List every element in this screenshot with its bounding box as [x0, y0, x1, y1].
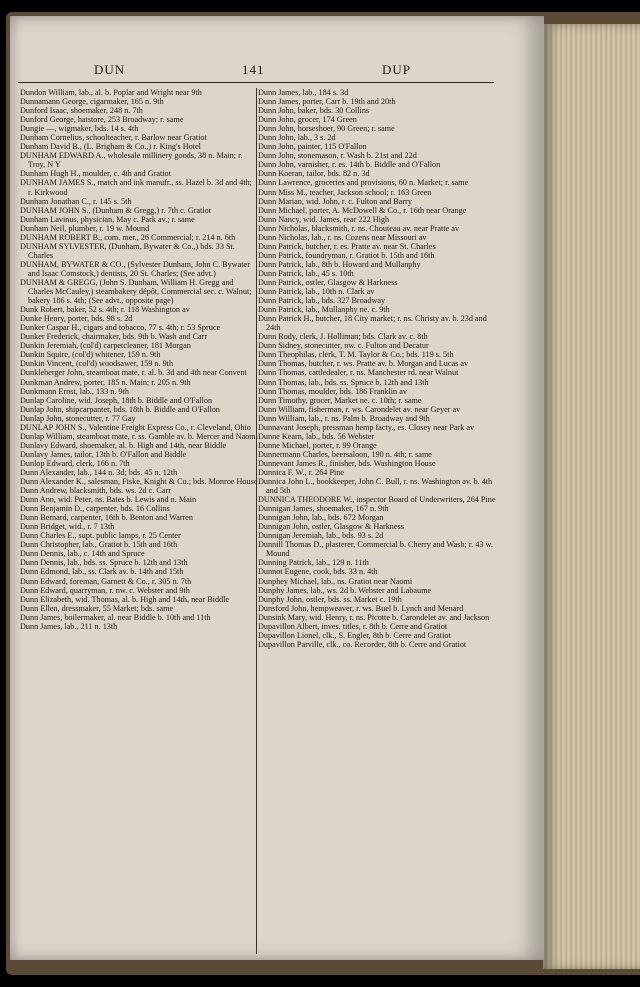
directory-entry: Dunn Alexander, lab., 144 n. 3d; bds. 45 n. 12th	[20, 467, 178, 477]
directory-entry: Dunkleberger John, steamboat mate, r. al. b. 3d and 4th near Convent	[20, 368, 247, 378]
directory-entry: Dunn Patrick, ostler, Glasgow & Harkness	[258, 277, 398, 287]
directory-entry: Dunn James, boilermaker, al. near Biddle b. 10th and 11th	[20, 612, 211, 622]
directory-entry: Dunn Patrick, foundryman, r. Gratiot b. 15th and 16th	[258, 250, 435, 260]
directory-entry: Dunn Bernard, carpenter, 16th b. Benton and Warren	[20, 513, 194, 523]
directory-entry: Dunlavy Edward, shoemaker, al. b. High and 14th, near Biddle	[20, 440, 227, 450]
directory-entry: Dunn Patrick, lab., bds. 327 Broadway	[258, 296, 386, 306]
directory-entry: Dunn Thomas, butcher, r. ws. Pratte av. b. Morgan and Lucas av	[258, 359, 469, 369]
directory-entry: Dunham Lavinus, physician, May c. Park av.; r. same	[20, 214, 195, 224]
directory-entry: Dunn Patrick, lab., Mullanphy ne. c. 9th	[258, 305, 390, 315]
directory-entry: Dunn John, grocer, 174 Green	[258, 115, 357, 125]
directory-entry: Dunn John, varnisher, r. es. 14th b. Biddle and O'Fallon	[258, 160, 441, 170]
directory-entry: Dunn Timothy, grocer, Market ne. c. 10th; r. same	[258, 395, 422, 405]
directory-entry: Dunn Nicholas, blacksmith, r. ns. Chouteau av. near Pratte av	[258, 223, 459, 233]
directory-entry: Dunn Patrick, butcher, r. es. Pratte av. near St. Charles	[258, 241, 436, 251]
left-column	[20, 88, 258, 631]
column-divider	[256, 88, 257, 954]
directory-entry: Dunn Koeran, tailor, bds. 82 n. 3d	[258, 169, 370, 179]
directory-entry: Dunn Edward, foreman, Garnett & Co., r. 305 n. 7th	[20, 576, 192, 586]
directory-entry: Dunn Nancy, wid. James, rear 222 High	[258, 214, 390, 224]
directory-entry: DUNHAM SYLVESTER, (Dunham, Bywater & Co.,) bds. 33 St. Charles	[20, 241, 235, 260]
directory-entry: Dunsford John, hempweaver, r. ws. Buel b. Lynch and Menard	[258, 603, 464, 613]
header-left-guide: DUN	[94, 62, 126, 77]
directory-entry: Dunn William, fisherman, r. ws. Carondelet av. near Geyer av	[258, 404, 461, 414]
directory-entry: Dunnigan Jeremiah, lab., bds. 93 s. 2d	[258, 531, 384, 541]
directory-entry: Dunn Edmond, lab., ss. Clark av. b. 14th and 15th	[20, 567, 184, 577]
directory-entry: Dunkin Vincent, (col'd) woodsawer, 159 n. 9th	[20, 359, 174, 369]
right-column	[258, 88, 496, 649]
directory-entry: Dunnigan James, shoemaker, 167 n. 9th	[258, 504, 389, 514]
directory-entry: Dunn Andrew, blacksmith, bds. ws. 2d c. Carr	[20, 486, 171, 496]
directory-entry: Dunn Edward, quarryman, r. nw. c. Webster and 9th	[20, 585, 190, 595]
directory-entry: Dunning Patrick, lab., 129 n. 11th	[258, 558, 369, 568]
directory-entry: Dunn Patrick, lab., 10th n. Clark av	[258, 287, 375, 297]
directory-entry: Dunn Patrick, lab., 45 s. 10th	[258, 268, 354, 278]
directory-entry: DUNHAM & GREGG, (John S. Dunham, William H. Gregg and Charles McCauley,) steambakery dépôt, Commercial sec. c. Walnut; bakery 186 s. 4th; (See advt., opposite page)	[20, 277, 252, 306]
directory-entry: Dunphy John, ostler, bds. ss. Market c. 19th	[258, 594, 402, 604]
header-right-guide: DUP	[382, 62, 412, 77]
directory-entry: Dungie —, wigmaker, bds. 14 s. 4th	[20, 124, 139, 134]
directory-entry: Dunford Isaac, shoemaker, 248 n. 7th	[20, 106, 143, 116]
directory-entry: Dunkman Andrew, porter, 185 n. Main; r. 205 n. 9th	[20, 377, 191, 387]
header-rule	[18, 82, 494, 83]
directory-entry: Dunn Alexander K., salesman, Fiske, Knight & Co.; bds. Monroe House	[20, 477, 258, 487]
directory-entry: Dupavillon Parville, clk., co. Recorder, 8th b. Cerre and Gratiot	[258, 639, 467, 649]
directory-entry: Dunne Kearn, lab., bds. 56 Webster	[258, 431, 375, 441]
directory-entry: Dunn John, stonemason, r. Wash b. 21st and 22d	[258, 151, 417, 161]
directory-entry: Dunk Robert, baker, 52 s. 4th; r. 118 Washington av	[20, 305, 190, 315]
directory-entry: Dunn Ann, wid. Peter, ns. Bates b. Lewis and n. Main	[20, 495, 197, 505]
directory-entry: Dunn John, lab., 3 s. 2d	[258, 133, 336, 143]
directory-entry: Dunn William, lab., r. ns. Palm b. Broadway and 9th	[258, 413, 430, 423]
directory-entry: Dunlap Caroline, wid. Joseph, 18th b. Biddle and O'Fallon	[20, 395, 213, 405]
directory-entry: Dunham Jonathan C., r. 145 s. 5th	[20, 196, 132, 206]
directory-entry: Dunkmann Ernst, lab., 133 n. 9th	[20, 386, 129, 396]
directory-entry: Dundon William, lab., al. b. Poplar and Wright near 9th	[20, 88, 202, 97]
directory-entry: DUNHAM JAMES S., match and ink manufr., ss. Hazel b. 3d and 4th; r. Kirkwood	[20, 178, 252, 197]
directory-entry: Dunlap John, shipcarpanter, bds. 18th b. Biddle and O'Fallon	[20, 404, 220, 414]
directory-entry: Dunn Theophilas, clerk, T. M. Taylor & Co.; bds. 119 s. 5th	[258, 350, 454, 360]
directory-entry: Dunn Dennis, lab., c. 14th and Spruce	[20, 549, 145, 559]
directory-entry: Dunn Charles E., supt. public lamps, r. 25 Center	[20, 531, 181, 541]
directory-entry: Dunn Marian, wid. John, r. c. Fulton and Barry	[258, 196, 412, 206]
directory-entry: Dunne Michael, porter, r. 99 Orange	[258, 440, 377, 450]
page-edges	[543, 24, 640, 969]
directory-entry: Dunn Dennis, lab., bds. ss. Spruce b. 12th and 13th	[20, 558, 188, 568]
page-header	[10, 62, 544, 82]
directory-entry: Dunphy James, lab., ws. 2d b. Webster and Labaume	[258, 585, 432, 595]
directory-entry: Dunkin Squire, (col'd) whitener, 159 n. 9th	[20, 350, 161, 360]
directory-entry: Dunn Elizabeth, wid. Thomas, al. b. High and 14th, near Biddle	[20, 594, 230, 604]
directory-entry: Dunn Thomas, lab., bds. ss. Spruce b. 12th and 13th	[258, 377, 429, 387]
directory-entry: Dunham Neil, plumber, r. 19 w. Mound	[20, 223, 150, 233]
directory-entry: Dunn Sidney, stonecutter, nw. c. Fulton and Decatur	[258, 341, 429, 351]
directory-entry: DUNNICA THEODORE W., inspector Board of Underwriters, 264 Pine	[258, 495, 496, 505]
directory-entry: Dunnot Eugene, cook, bds. 33 n. 4th	[258, 567, 378, 577]
page-number: 141	[242, 62, 265, 77]
directory-entry: Dunlap John, stonecutter, r. 77 Gay	[20, 413, 136, 423]
directory-entry: Dunnica F. W., r. 264 Pine	[258, 467, 344, 477]
directory-entry: Dunnevant James R., finisher, bds. Washington House	[258, 458, 436, 468]
directory-entry: Dunn James, lab., 211 n. 13th	[20, 621, 118, 631]
directory-entry: Dunn Patrick, lab., 8th b. Howard and Mullanphy	[258, 259, 421, 269]
directory-entry: Dunn Thomas, moulder, bds. 186 Franklin av	[258, 386, 407, 396]
directory-entry: Dunnamann George, cigarmaker, 165 n. 9th	[20, 97, 164, 107]
directory-entry: Dunn Lawrence, groceries and provisions, 60 n. Market; r. same	[258, 178, 469, 188]
directory-entry: Dunlavy James, tailor, 13th b. O'Fallon and Biddle	[20, 449, 187, 459]
directory-entry: Dunnavant Joseph, pressman hemp facty., es. Closey near Park av	[258, 422, 475, 432]
directory-entry: DUNHAM JOHN S., (Dunham & Gregg,) r. 7th c. Gratiot	[20, 205, 212, 215]
directory-entry: Dunn Benjamin D., carpenter, bds. 16 Collins	[20, 504, 170, 514]
directory-entry: Dunker Frederick, chairmaker, bds. 9th b. Wash and Carr	[20, 332, 208, 342]
directory-entry: Dunsink Mary, wid. Henry, r. ns. Picotte b. Carondelet av. and Jackson	[258, 612, 490, 622]
directory-entry: Dunn Patrick H., butcher, 18 City market; r. ns. Christy av. b. 23d and 24th	[258, 314, 487, 333]
directory-entry: Dunham Hugh H., moulder, c. 4th and Gratiot	[20, 169, 171, 179]
directory-entry: Dunn Thomas, cattledealer, r. ns. Manchester rd. near Walnut	[258, 368, 459, 378]
directory-entry: Dunnigan John, ostler, Glasgow & Harkness	[258, 522, 404, 532]
directory-entry: DUNHAM ROBERT B., com. mer., 26 Commercial; r. 214 n. 6th	[20, 232, 236, 242]
directory-entry: Dunnica John L., bookkeeper, John C. Bull, r. ns. Washington av. b. 4th and 5th	[258, 477, 493, 496]
directory-entry: Dunn James, lab., 184 s. 3d	[258, 88, 349, 97]
directory-entry: Dunn John, painter, 115 O'Fallon	[258, 142, 367, 152]
directory-entry: Dunn Ellen, dressmaker, 55 Market; bds. same	[20, 603, 174, 613]
directory-entry: Dunphey Michael, lab., ns. Gratiot near Naomi	[258, 576, 413, 586]
directory-entry: Dunkin Jeremiah, (col'd) carpetcleaner, 181 Morgan	[20, 341, 191, 351]
directory-entry: Dunn Rody, clerk, J. Holliman; bds. Clark av. c. 8th	[258, 332, 428, 342]
directory-entry: Dunnill Thomas D., plasterer, Commercial b. Cherry and Wash; r. 43 w. Mound	[258, 540, 493, 559]
directory-entry: Dunn John, baker, bds. 30 Collins	[258, 106, 370, 116]
directory-entry: Dunn Bridget, wid., r. 7 13th	[20, 522, 115, 532]
directory-entry: Dunn John, horseshoer, 90 Green; r. same	[258, 124, 395, 134]
directory-entry: DUNLAP JOHN S., Valentine Freight Express Co., r. Cleveland, Ohio	[20, 422, 251, 432]
directory-entry: Dunn Miss M., teacher, Jackson school; r. 163 Green	[258, 187, 432, 197]
directory-entry: Dunlop Edward, clerk, 166 n. 7th	[20, 458, 130, 468]
directory-entry: Dunker Caspar H., cigars and tobacco, 77 s. 4th; r. 53 Spruce	[20, 323, 221, 333]
directory-entry: DUNHAM, BYWATER & CO., (Sylvester Dunham, John C. Bywater and Isaac Comstock,) dentists, 20 St. Charles; (See advt.)	[20, 259, 250, 278]
directory-entry: Dunlap William, steamboat mate, r. ss. Gamble av. b. Mercer and Naomi	[20, 431, 258, 441]
directory-entry: Dupavillon Lionel, clk., S. Engler, 8th b. Cerre and Gratiot	[258, 630, 451, 640]
directory-entry: Dunnermann Charles, beersaloon, 190 n. 4th; r. same	[258, 449, 432, 459]
directory-entry: Dunn Nicholas, lab., r. ns. Cozens near Missouri av	[258, 232, 427, 242]
directory-entry: Dunford George, hatstore, 253 Broadway; r. same	[20, 115, 184, 125]
directory-entry: Dunham David B., (L. Brigham & Co.,) r. King's Hotel	[20, 142, 201, 152]
directory-page	[10, 16, 544, 960]
directory-entry: Dunn Christopher, lab., Gratiot b. 15th and 16th	[20, 540, 178, 550]
directory-entry: Dunn James, porter, Carr b. 19th and 20th	[258, 97, 396, 107]
directory-entry: Dunham Cornelius, schoolteacher, r. Barlow near Gratiot	[20, 133, 207, 143]
directory-entry: Dupavillon Albert, inves. titles, r. 8th b. Cerre and Gratiot	[258, 621, 448, 631]
directory-entry: Dunnigan John, lab., bds. 672 Morgan	[258, 513, 384, 523]
directory-entry: DUNHAM EDWARD A., wholesale millinery goods, 38 n. Main; r. Troy, N Y	[20, 151, 243, 170]
directory-entry: Dunn Michael, porter, A. McDowell & Co., r. 16th near Orange	[258, 205, 467, 215]
directory-entry: Dunke Henry, porter, bds. 98 s. 2d	[20, 314, 133, 324]
